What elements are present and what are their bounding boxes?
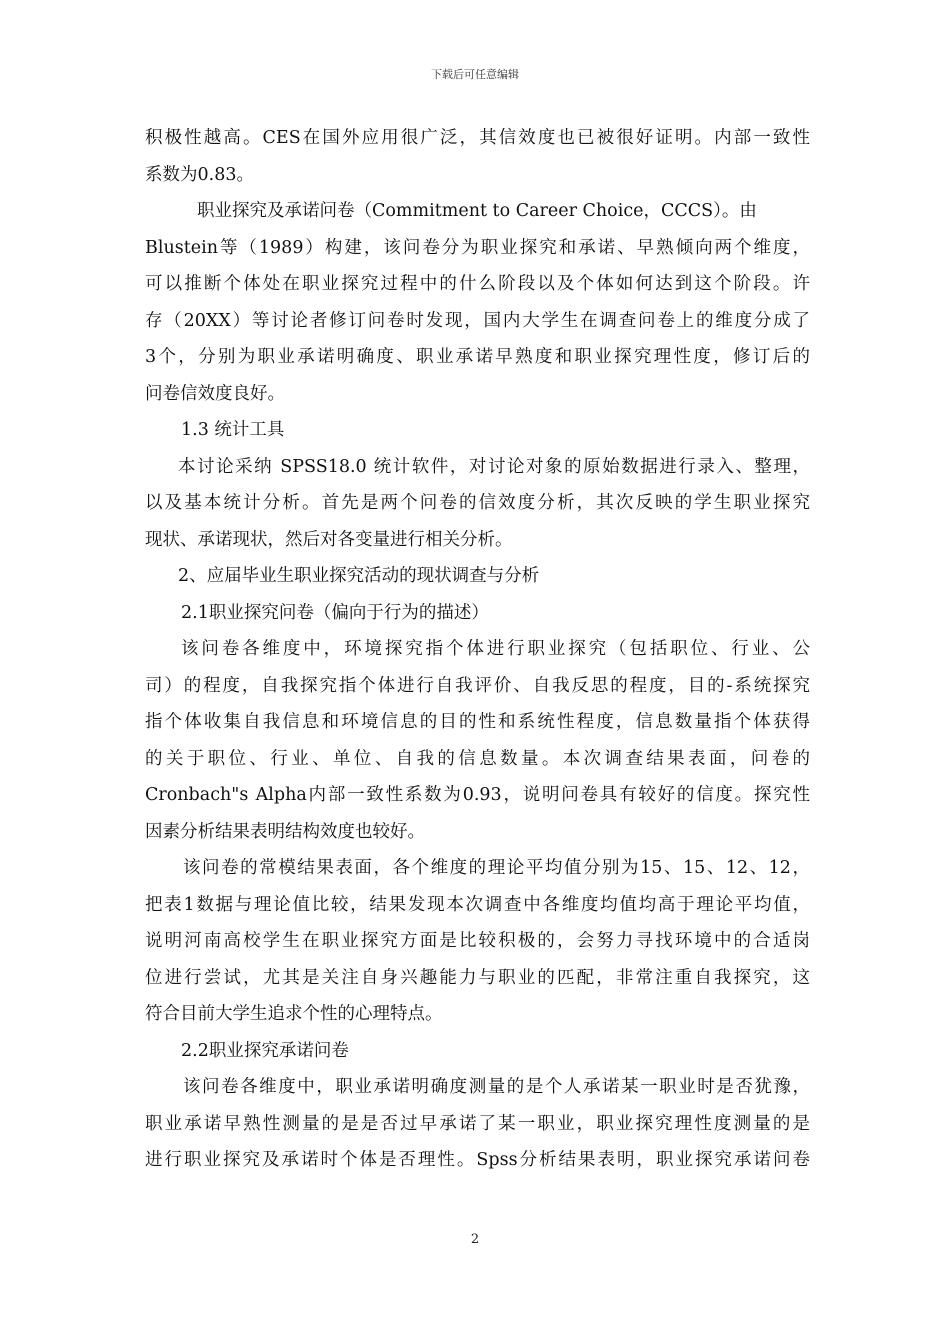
- text-line: 问卷信效度良好。: [145, 383, 285, 404]
- heading-text: 1.3 统计工具: [181, 420, 285, 440]
- text-line: 进行职业探究及承诺时个体是否理性。Spss分析结果表明，职业探究承诺问卷: [145, 1150, 810, 1170]
- text-line: 职业探究及承诺问卷（Commitment to Career Choice，CCCS）。由: [197, 201, 757, 221]
- paragraph: [145, 850, 810, 1033]
- page-number: 2: [470, 1232, 480, 1247]
- text-line: 职业承诺早熟性测量的是是否过早承诺了某一职业，职业探究理性度测量的是: [145, 1113, 810, 1134]
- text-line: 系数为0.83。: [145, 164, 254, 185]
- section-heading: [145, 595, 810, 632]
- heading-text: 2.1职业探究问卷（偏向于行为的描述）: [181, 602, 489, 623]
- text-line: 符合目前大学生追求个性的心理特点。: [145, 1004, 443, 1024]
- document-body: [145, 120, 810, 1179]
- text-line: 因素分析结果表明结构效度也较好。: [145, 821, 425, 842]
- paragraph: [145, 193, 810, 412]
- text-line: 3个，分别为职业承诺明确度、职业承诺早熟度和职业探究理性度，修订后的: [145, 347, 810, 367]
- text-line: 积极性越高。CES在国外应用很广泛，其信效度也已被很好证明。内部一致性: [145, 128, 810, 148]
- text-line: 说明河南高校学生在职业探究方面是比较积极的，会努力寻找环境中的合适岗: [145, 931, 810, 951]
- text-line: 存（20XX）等讨论者修订问卷时发现，国内大学生在调查问卷上的维度分成了: [145, 310, 810, 331]
- text-line: 该问卷各维度中，职业承诺明确度测量的是个人承诺某一职业时是否犹豫，: [183, 1077, 810, 1097]
- text-line: 可以推断个体处在职业探究过程中的什么阶段以及个体如何达到这个阶段。许: [145, 274, 810, 294]
- text-line: 把表1数据与理论值比较，结果发现本次调查中各维度均值均高于理论平均值，: [145, 894, 810, 915]
- text-line: Blustein等（1989）构建，该问卷分为职业探究和承诺、早熟倾向两个维度，: [145, 237, 810, 258]
- text-line: 指个体收集自我信息和环境信息的目的性和系统性程度，信息数量指个体获得: [145, 712, 810, 732]
- text-line: Cronbach"s Alpha内部一致性系数为0.93，说明问卷具有较好的信度。探究性: [145, 785, 810, 805]
- heading-text: 2.2职业探究承诺问卷: [181, 1040, 349, 1061]
- text-line: 以及基本统计分析。首先是两个问卷的信效度分析，其次反映的学生职业探究: [145, 493, 810, 513]
- section-heading: [145, 1033, 810, 1070]
- section-heading: [145, 412, 810, 449]
- heading-text: 2、应届毕业生职业探究活动的现状调查与分析: [178, 566, 540, 586]
- text-line: 现状、承诺现状，然后对各变量进行相关分析。: [145, 529, 513, 550]
- paragraph: [145, 120, 810, 193]
- text-line: 该问卷各维度中，环境探究指个体进行职业探究（包括职位、行业、公: [181, 639, 810, 659]
- text-line: 司）的程度，自我探究指个体进行自我评价、自我反思的程度，目的-系统探究: [145, 675, 810, 696]
- text-line: 的关于职位、行业、单位、自我的信息数量。本次调查结果表面，问卷的: [145, 748, 810, 769]
- page-header: 下载后可任意编辑: [431, 68, 519, 81]
- paragraph: [145, 449, 810, 559]
- paragraph: [145, 631, 810, 850]
- section-heading: [145, 558, 810, 595]
- text-line: 位进行尝试，尤其是关注自身兴趣能力与职业的匹配，非常注重自我探究，这: [145, 967, 810, 988]
- text-line: 该问卷的常模结果表面，各个维度的理论平均值分别为15、15、12、12，: [183, 858, 810, 878]
- paragraph: [145, 1069, 810, 1179]
- text-line: 本讨论采纳 SPSS18.0 统计软件，对讨论对象的原始数据进行录入、整理，: [178, 456, 810, 477]
